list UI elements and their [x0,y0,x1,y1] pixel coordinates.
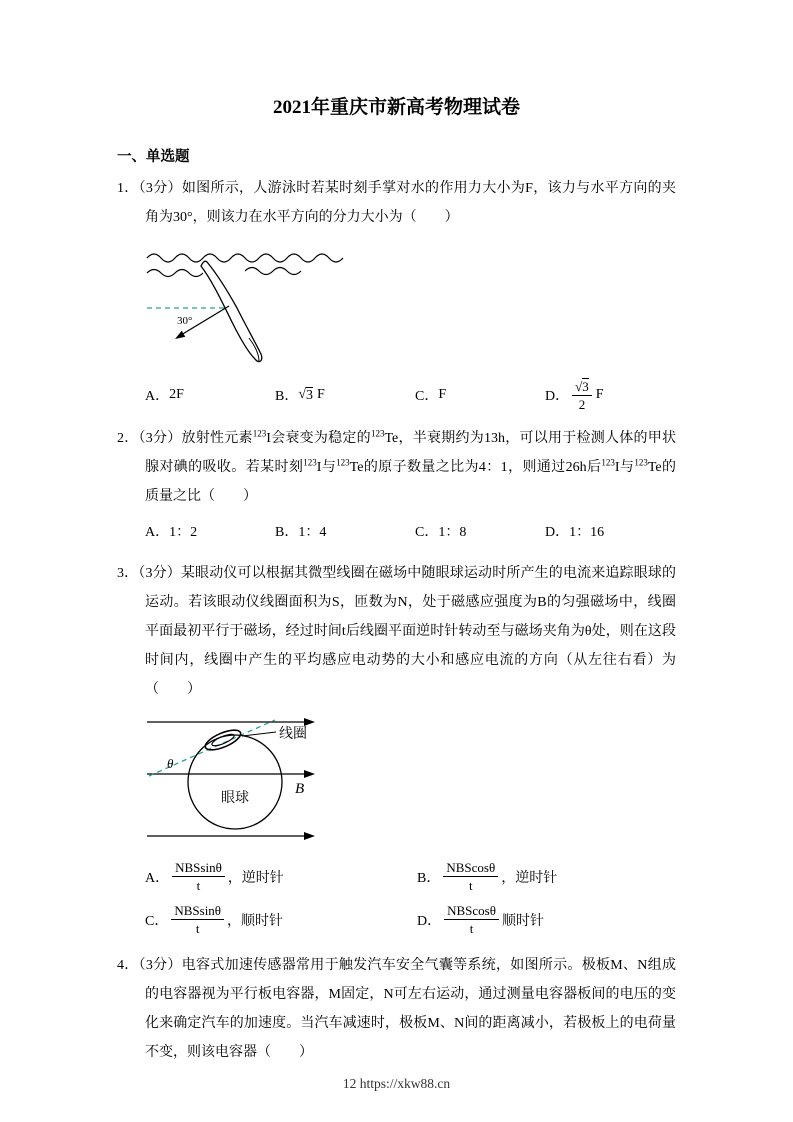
option-label: A． [145,525,170,541]
option-label: A． [145,870,170,886]
swimmer-arm [201,261,262,361]
option-a [145,860,417,893]
fraction [443,860,498,893]
force-arrow-head [175,331,185,339]
option-value: 1：2 [169,525,198,541]
option-value: 2F [169,387,184,403]
question-2-text [117,424,676,511]
text-run: Te的原子数量之比为4：1，则通过26h后 [349,460,602,476]
question-2 [117,424,676,547]
option-d [545,378,604,412]
option-direction: ，逆时针 [227,870,284,886]
fraction [444,903,499,936]
option-direction: 顺时针 [501,913,544,929]
option-a [145,385,275,405]
denominator: 2 [578,396,586,412]
question-1 [117,174,676,412]
option-value: F [317,387,325,403]
option-label: B． [275,525,299,541]
question-3-text: 3．（3分）某眼动仪可以根据其微型线圈在磁场中随眼球运动时所产生的电流来追踪眼球的运动。若该眼动仪线圈面积为S，匝数为N，处于磁感应强度为B的匀强磁场中，线圈平面最初平行于磁场，经过时间t后线圈平面逆时针转动至与磁场夹角为θ处，则在这段时间内，线圈中产生的平均感应电动势的大小和感应电流的方向（从左往右看）为（ ） [117,566,676,698]
option-label: C． [415,389,439,405]
swimmer-figure [145,242,355,372]
isotope-superscript: 123 [303,457,317,468]
field-arrow-head [304,718,315,726]
question-4 [117,951,676,1067]
isotope-superscript: 123 [634,457,648,468]
eye-circle [188,735,282,829]
numerator: NBSsinθ [172,860,225,877]
option-d [545,521,604,541]
option-label: C． [415,525,439,541]
question-3-options [145,860,676,936]
denominator: t [195,920,200,936]
isotope-superscript: 123 [370,428,385,439]
radicand: 3 [582,379,589,394]
question-3 [117,559,676,936]
option-label: B． [275,389,299,405]
text-run: I与 [316,460,337,476]
text-run: Te，半衰期约为13h，可以用于检测人体的甲状腺对碘的吸收。若某时刻 [145,431,676,476]
option-label: D． [545,389,570,405]
isotope-superscript: 123 [252,428,267,439]
page-footer: 12 https://xkw88.cn [342,1076,451,1091]
isotope-superscript: 123 [601,457,615,468]
water-wave-line [147,254,343,262]
option-value: 1：4 [298,525,327,541]
question-4-text: 4．（3分）电容式加速传感器常用于触发汽车安全气囊等系统，如图所示。极板M、N组成的电容器视为平行板电容器，M固定，N可左右运动，通过测量电容器板间的电压的变化来确定汽车的加速度。当汽车减速时，极板M、N间的距离减小，若极板上的电荷量不变，则该电容器（ ） [117,957,676,1060]
option-value: F [595,387,604,403]
radical-sign: √ [575,379,583,394]
water-wave-line [245,268,301,275]
option-c [415,385,545,405]
option-label: B． [417,870,441,886]
field-label: B [295,781,305,798]
option-label: D． [417,913,442,929]
fraction [572,378,592,412]
question-1-figure [145,242,676,372]
option-value: 1：16 [569,525,605,541]
theta-angle-label: θ [167,756,174,772]
radicand: 3 [306,387,314,403]
option-value: 1：8 [438,525,467,541]
option-direction: ，顺时针 [227,913,284,929]
angle-label: 30° [177,315,193,327]
field-arrow-head [304,832,315,840]
denominator: t [469,920,474,936]
water-wave-line [147,270,203,277]
question-3-figure [145,714,676,852]
section-heading: 一、单选题 [117,149,190,165]
option-b [275,385,415,405]
option-c [145,903,417,936]
text-run: I与 [614,460,635,476]
option-b [275,521,415,541]
option-label: D． [545,525,570,541]
option-label: C． [145,913,169,929]
radical-sign: √ [298,387,307,403]
text-run: 2．（3分）放射性元素 [117,431,253,447]
option-b [417,860,676,893]
numerator: NBScosθ [443,860,498,877]
option-c [415,521,545,541]
option-d [417,903,676,936]
text-run: I会衰变为稳定的 [266,431,371,447]
coil-label-leader-line [242,732,276,736]
fraction [171,903,224,936]
question-1-text: 1．（3分）如图所示，人游泳时若某时刻手掌对水的作用力大小为F，该力与水平方向的夹角为30°，则该力在水平方向的分力大小为（ ） [117,181,676,225]
text-run: Te的质量之比（ ） [145,460,676,505]
coil-label: 线圈 [279,727,307,743]
numerator: NBSsinθ [171,903,224,920]
option-value: F [438,387,447,403]
question-2-options [145,515,676,547]
denominator: t [196,877,201,893]
option-a [145,521,275,541]
numerator: NBScosθ [444,903,499,920]
fraction [172,860,225,893]
field-arrow-head [304,770,315,778]
coil-ellipse [203,726,243,754]
option-label: A． [145,389,170,405]
eye-coil-figure [145,714,325,852]
option-direction: ，逆时针 [501,870,558,886]
eye-label: 眼球 [221,791,249,807]
question-1-options [145,378,676,412]
isotope-superscript: 123 [336,457,350,468]
page-title: 2021年重庆市新高考物理试卷 [272,97,520,118]
denominator: t [468,877,473,893]
